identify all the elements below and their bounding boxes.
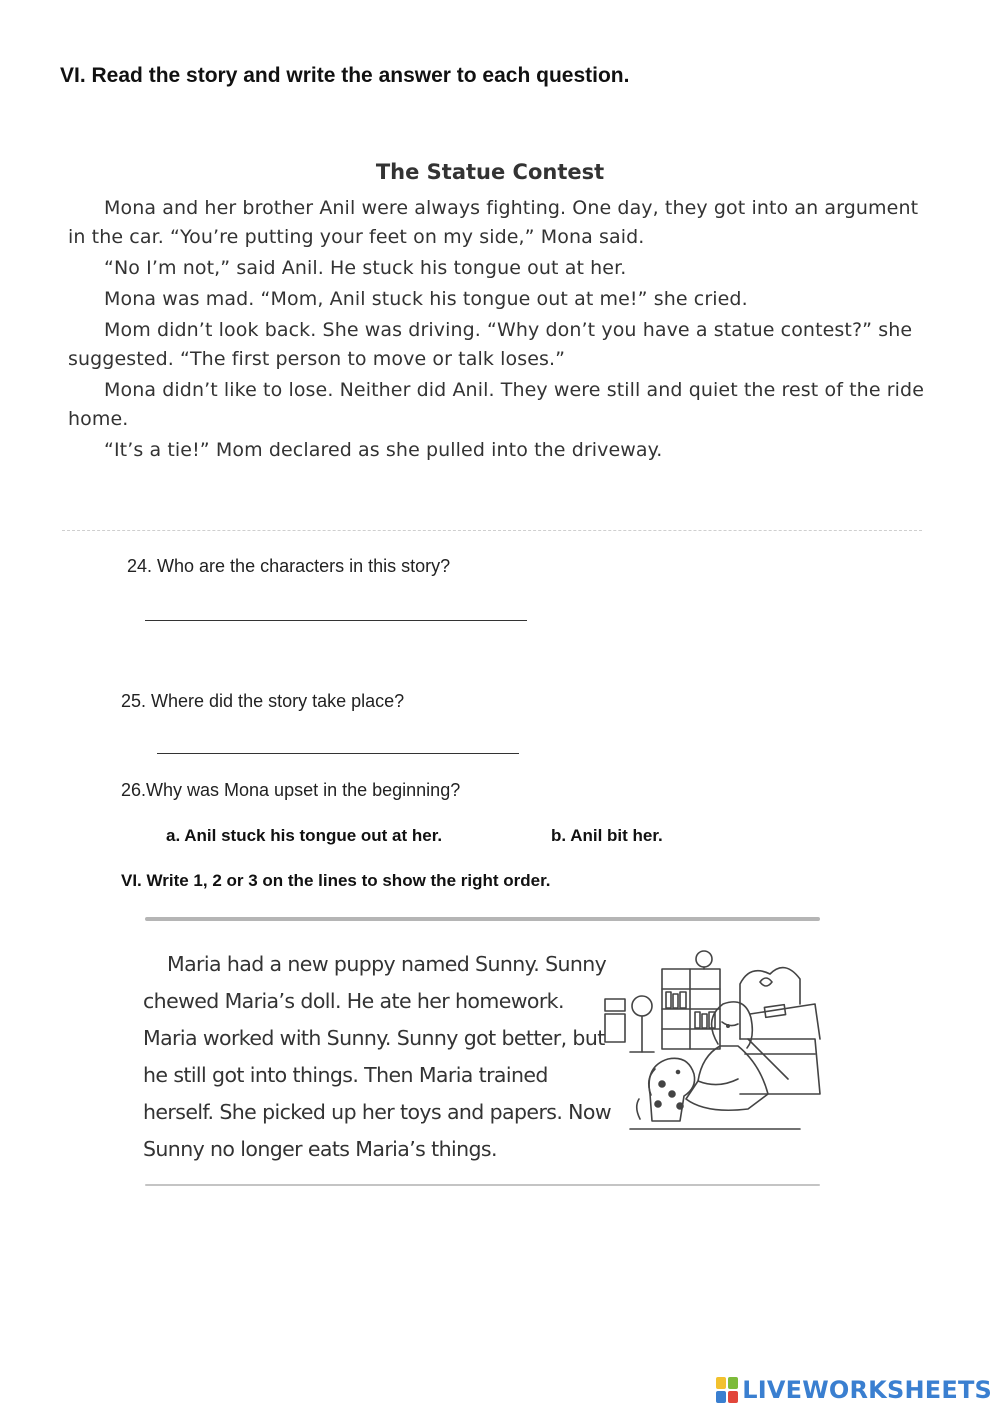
logo-block [716,1391,726,1403]
story-paragraph: “It’s a tie!” Mom declared as she pulled into the driveway. [104,439,663,461]
maria-story [143,946,613,1168]
girl-with-puppy-icon [600,944,825,1164]
section-heading: VI. Read the story and write the answer to each question. [60,64,630,87]
story-text [68,194,928,467]
logo-block [728,1391,738,1403]
bottom-rule [145,1184,820,1186]
story-paragraph: “No I’m not,” said Anil. He stuck his tongue out at her. [104,257,627,279]
story-paragraph: Mona was mad. “Mom, Anil stuck his tongue out at me!” she cried. [104,288,748,310]
question-26: 26.Why was Mona upset in the beginning? [121,780,461,800]
maria-story-text: Maria had a new puppy named Sunny. Sunny chewed Maria’s doll. He ate her homework. Maria worked with Sunny. Sunny got better, but he still got into things. Then Maria trained herself. She picked up her toys and papers. Now Sunny no longer eats Maria’s things. [143,952,612,1161]
story-paragraph: Mona and her brother Anil were always fighting. One day, they got into an argument in the car. “You’re putting your feet on my side,” Mona said. [68,197,919,248]
answer-input-24[interactable] [145,620,527,621]
answer-input-25[interactable] [157,753,519,754]
story-paragraph: Mona didn’t like to lose. Neither did Anil. They were still and quiet the rest of the ride home. [68,379,924,430]
logo-block [728,1377,738,1389]
option-a[interactable]: a. Anil stuck his tongue out at her. [166,826,443,845]
top-rule [145,917,820,921]
question-24: 24. Who are the characters in this story? [127,556,451,576]
option-b[interactable]: b. Anil bit her. [551,826,663,845]
liveworksheets-logo [716,1376,992,1404]
story-paragraph: Mom didn’t look back. She was driving. “Why don’t you have a statue contest?” she suggested. “The first person to move or talk loses.” [68,319,913,370]
story-title: The Statue Contest [375,160,605,184]
logo-block [716,1377,726,1389]
question-25: 25. Where did the story take place? [121,691,405,711]
logo-blocks-icon [716,1377,738,1403]
section2-heading: VI. Write 1, 2 or 3 on the lines to show the right order. [121,871,551,890]
divider [62,530,922,531]
logo-text: LIVEWORKSHEETS [742,1376,992,1404]
